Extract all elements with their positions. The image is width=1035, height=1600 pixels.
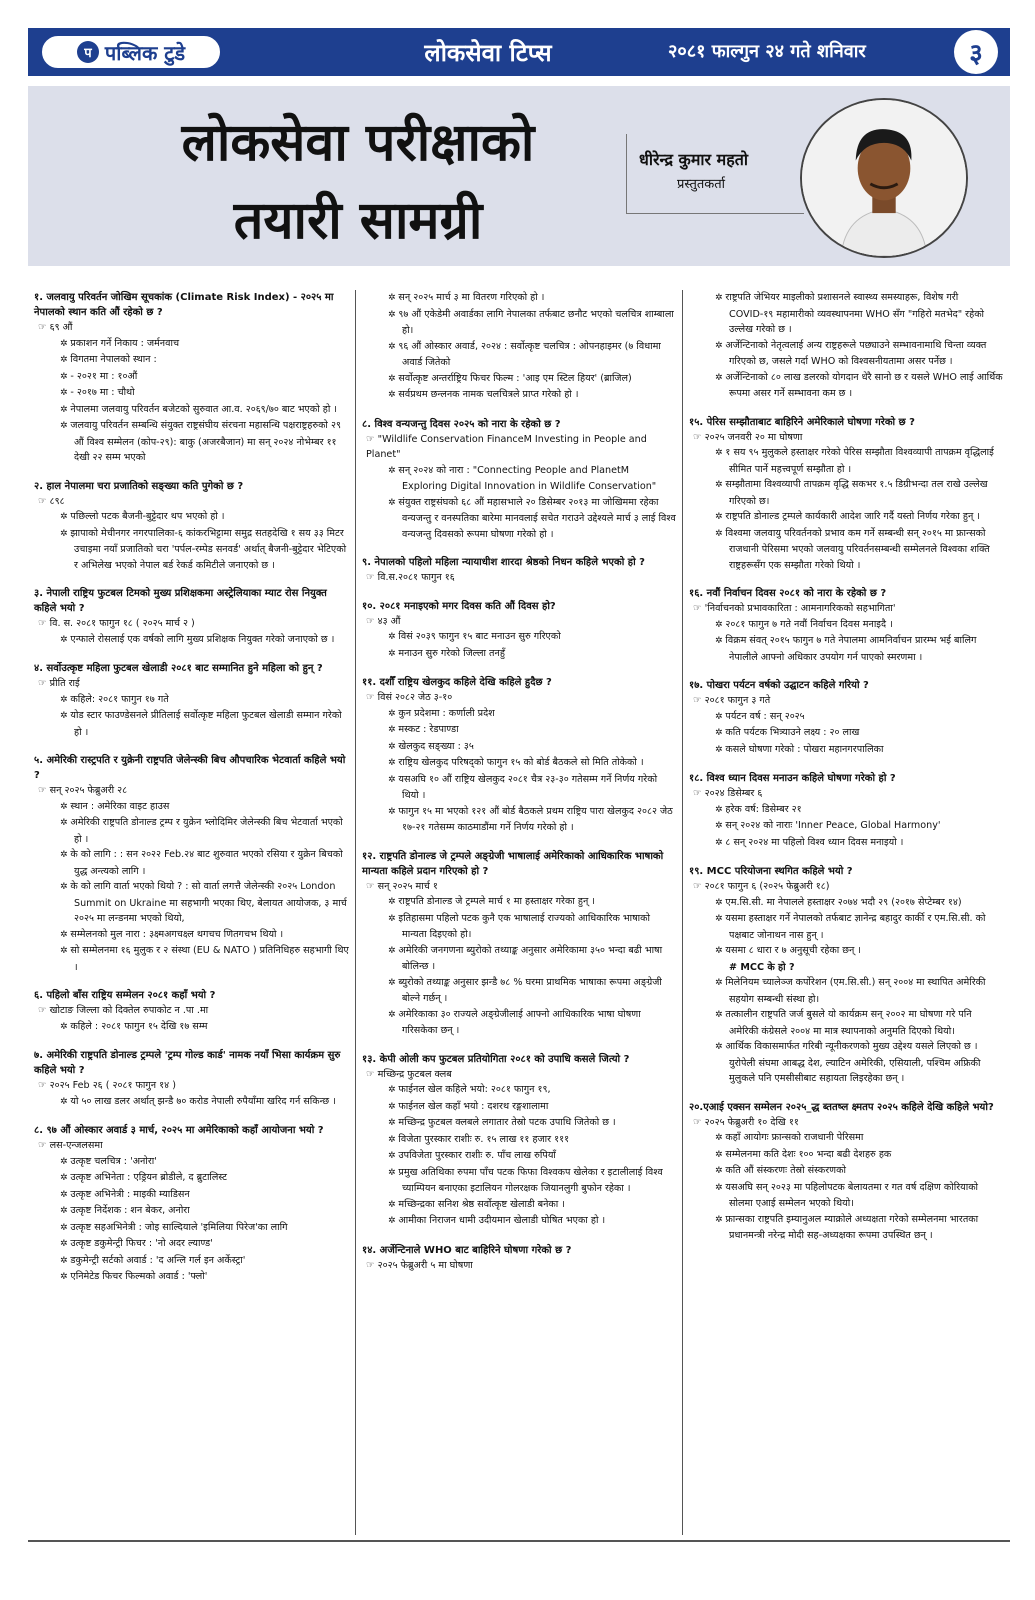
answer-text: ☞ ८९८ — [34, 494, 349, 510]
question-text: ८. विश्व वन्यजन्तु दिवस २०२५ को नारा के रहेको छ ? — [362, 418, 561, 430]
bullet-point: ✲ आमीका निराजन धामी उदीयमान खेलाडी घोषित भएका हो । — [362, 1213, 676, 1230]
question-text: १. जलवायु परिवर्तन जोखिम सूचकांक (Climate Risk Index) - २०२५ मा नेपालको स्थान कति औं रहेको छ ? — [34, 292, 334, 318]
publication-logo[interactable] — [40, 34, 222, 70]
question-block — [689, 586, 1003, 665]
bullet-point: ✲ कुन प्रदेशमा : कर्णाली प्रदेश — [362, 706, 676, 723]
bullet-point: ✲ हरेक वर्ष: डिसेम्बर २१ — [689, 802, 1003, 819]
answer-text: ☞ २०८१ फागुन ६ (२०२५ फेब्रुअरी १८) — [689, 879, 1003, 895]
question-text: १५. पेरिस सम्झौताबाट बाहिरिने अमेरिकाले घोषणा गरेको छ ? — [689, 416, 915, 428]
author-name: धीरेन्द्र कुमार महतो — [639, 150, 748, 169]
column-1 — [28, 290, 355, 1535]
bullet-point: ✲ फ्रान्सका राष्ट्रपति इम्यानुअल म्याक्रोले अध्यक्षता गरेको सम्मेलनमा भारतका प्रधानमन्त्री नरेन्द्र मोदी सह-अध्यक्षका रूपमा उपस्थित छन् । — [689, 1212, 1003, 1244]
page-number: ३ — [954, 30, 998, 74]
question-block — [689, 1100, 1003, 1244]
question-text: ७. अमेरिकी राष्ट्रपति डोनाल्ड ट्रम्पले 'ट्रम्प गोल्ड कार्ड' नामक नयाँ भिसा कार्यक्रम सुरु कहिले भयो ? — [34, 1050, 341, 1076]
answer-text: ☞ वि.स.२०८१ फागुन १६ — [362, 570, 676, 586]
answer-text: ☞ लस-एन्जलसमा — [34, 1138, 349, 1154]
question-block — [689, 678, 1003, 758]
question-block — [34, 290, 349, 466]
bullet-point: ✲ कसले घोषणा गरेको : पोखरा महानगरपालिका — [689, 742, 1003, 759]
bullet-point: ✲ उत्कृष्ट निर्देशक : शन बेकर, अनोरा — [34, 1203, 349, 1220]
bullet-point: ✲ राष्ट्रिय खेलकुद परिषद्को फागुन १५ को बोर्ड बैठकले सो मिति तोकेको । — [362, 755, 676, 772]
answer-text: ☞ वि. स. २०८१ फागुन १८ ( २०२५ मार्च २ ) — [34, 616, 349, 632]
bullet-point: ✲ सन् २०२५ मार्च ३ मा वितरण गरिएको हो । — [362, 290, 676, 307]
bullet-point: ✲ उत्कृष्ट अभिनेत्री : माइकी म्याडिसन — [34, 1187, 349, 1204]
bullet-point: ✲ ८ सन् २०२४ मा पहिलो विश्व ध्यान दिवस मनाइयो । — [689, 835, 1003, 852]
person-icon — [802, 100, 966, 256]
article-columns — [28, 290, 1010, 1535]
answer-text: ☞ "Wildlife Conservation FinanceM Investing in People and Planet" — [362, 432, 676, 463]
question-text: १९. MCC परियोजना स्थगित कहिले भयो ? — [689, 866, 853, 877]
author-role: प्रस्तुतकर्ता — [677, 177, 726, 192]
bullet-point: ✲ सर्वप्रथम छन्लनक नामक चलचित्रले प्राप्त गरेको हो । — [362, 387, 676, 404]
bullet-point: ✲ कहिले : २०८१ फागुन १५ देखि १७ सम्म — [34, 1019, 349, 1036]
bullet-point: ✲ प्रकाशन गर्ने निकाय : जर्मनवाच — [34, 336, 349, 353]
bullet-point: ✲ डकुमेन्ट्री सर्टको अवार्ड : 'द अन्लि गर्ल इन अर्केस्ट्रा' — [34, 1253, 349, 1270]
question-block — [689, 864, 1003, 1087]
bullet-point: ✲ सो सम्मेलनमा १६ मुलुक र २ संस्था (EU & NATO ) प्रतिनिधिहरु सहभागी थिए । — [34, 943, 349, 975]
bullet-point: ✲ - २०१७ मा : चौथो — [34, 385, 349, 402]
headline-line-1: लोकसेवा परीक्षाको — [181, 113, 535, 173]
question-block — [34, 661, 349, 740]
question-block — [362, 417, 676, 543]
bullet-point: ✲ २०८१ फागुन ७ गते नवौं निर्वाचन दिवस मनाइदै । — [689, 617, 1003, 634]
bullet-point: ✲ एनिमेटेड फिचर फिल्मको अवार्ड : 'फ्लो' — [34, 1269, 349, 1286]
bullet-point: ✲ अमेरिकी जनगणना ब्युरोको तथ्याङ्क अनुसार अमेरिकामा ३५० भन्दा बढी भाषा बोलिन्छ । — [362, 943, 676, 975]
bullet-point: ✲ स्थान : अमेरिका वाइट हाउस — [34, 799, 349, 816]
answer-text: ☞ सन् २०२५ फेब्रुअरी २८ — [34, 783, 349, 799]
bullet-point: ✲ संयुक्त राष्ट्रसंघको ६८ औं महासभाले २० डिसेम्बर २०१३ मा जोखिममा रहेका वन्यजन्तु र वनस्पतिका बारेमा मानवलाई सचेत गराउने उद्देश्यले मार्च ३ लाई विश्व वन्यजन्तु दिवसको रूपमा घोषणा गरेको हो । — [362, 495, 676, 543]
bullet-point: ✲ उत्कृष्ट चलचित्र : 'अनोरा' — [34, 1154, 349, 1171]
answer-text: ☞ ४३ औं — [362, 614, 676, 630]
bullet-point: ✲ एम.सि.सी. मा नेपालले हस्ताक्षर २०७४ भदौ २९ (२०१७ सेप्टेम्बर १४) — [689, 895, 1003, 912]
answer-text: ☞ ६९ औं — [34, 320, 349, 336]
column-2 — [355, 290, 682, 1535]
column-3 — [682, 290, 1009, 1535]
bullet-point: ✲ मच्छिन्द्र फुटबल क्लबले लगातार तेस्रो पटक उपाधि जितेको छ । — [362, 1115, 676, 1132]
bullet-point: ✲ मनाउन सुरु गरेको जिल्ला तनहुँ — [362, 646, 676, 663]
bullet-point: ✲ विसं २०३९ फागुन १५ बाट मनाउन सुरु गरिएको — [362, 629, 676, 646]
answer-text: ☞ मच्छिन्द्र फुटबल क्लब — [362, 1067, 676, 1083]
question-text: १७. पोखरा पर्यटन वर्षको उद्घाटन कहिले गरियो ? — [689, 680, 869, 691]
bullet-point: ✲ कहाँ आयोगः फ्रान्सको राजधानी पेरिसमा — [689, 1130, 1003, 1147]
bullet-point: ✲ मस्कट : रेडपाण्डा — [362, 722, 676, 739]
author-photo — [800, 98, 968, 258]
question-text: ११. दशौँ राष्ट्रिय खेलकुद कहिले देखि कहिले हुदैछ ? — [362, 677, 552, 688]
bullet-point: ✲ सन् २०२४ को नाराः 'Inner Peace, Global Harmony' — [689, 818, 1003, 835]
question-block — [362, 1243, 676, 1274]
question-block — [34, 479, 349, 574]
masthead-bar — [28, 28, 1010, 76]
question-text: १०. २०८१ मनाइएको मगर दिवस कति औं दिवस हो? — [362, 600, 556, 612]
bullet-point: ✲ राष्ट्रपति डोनाल्ड जे ट्रम्पले मार्च १ मा हस्ताक्षर गरेका हुन् । — [362, 894, 676, 911]
question-block — [362, 675, 676, 836]
bullet-point: ✲ प्रमुख अतिथिका रुपमा पाँच पटक फिफा विश्वकप खेलेका र इटालीलाई विश्व च्याम्पियन बनाएका इटालियन गोलरक्षक जियानलुगी बुफोन रहेका । — [362, 1165, 676, 1197]
bullet-point: ✲ उत्कृष्ट डकुमेन्ट्री फिचर : 'नो अदर ल्याण्ड' — [34, 1236, 349, 1253]
bullet-point: ✲ फाईनल खेल कहिले भयो: २०८१ फागुन १९, — [362, 1082, 676, 1099]
question-text: ६. पहिलो बाँस राष्ट्रिय सम्मेलन २०८१ कहाँ भयो ? — [34, 990, 216, 1001]
bullet-point: ✲ अर्जेन्टिनाको ८० लाख डलरको योगदान धेरै सानो छ र यसले WHO लाई आर्थिक रूपमा असर गर्ने सम्भावना कम छ । — [689, 370, 1003, 402]
bullet-point: ✲ यो ५० लाख डलर अर्थात् झन्डै ७० करोड नेपाली रुपैयाँमा खरिद गर्न सकिन्छ । — [34, 1094, 349, 1111]
question-block — [34, 753, 349, 975]
footer-divider — [28, 1540, 1010, 1542]
question-block — [689, 771, 1003, 851]
answer-text: ☞ २०२५ फेब्रुअरी ५ मा घोषणा — [362, 1258, 676, 1274]
bullet-point: ✲ विजेता पुरस्कार राशीः रु. १५ लाख ११ हजार १११ — [362, 1132, 676, 1149]
bullet-point: ✲ सर्वोत्कृष्ट अन्तर्राष्ट्रिय फिचर फिल्म : 'आइ एम स्टिल हियर' (ब्राजिल) — [362, 371, 676, 388]
bullet-point: ✲ फागुन १५ मा भएको १२१ औं बोर्ड बैठकले प्रथम राष्ट्रिय पारा खेलकुद २०८२ जेठ १७-२१ गतेसम्म काठमाडौंमा गर्ने निर्णय गरेको हो । — [362, 804, 676, 836]
answer-text: ☞ २०२४ डिसेम्बर ६ — [689, 786, 1003, 802]
bullet-point: ✲ कति पर्यटक भित्र्याउने लक्ष्य : २० लाख — [689, 725, 1003, 742]
answer-text: ☞ सन् २०२५ मार्च १ — [362, 879, 676, 895]
question-block — [34, 988, 349, 1035]
question-text: १२. राष्ट्रपति डोनाल्ड जे ट्रम्पले अङ्ग्रेजी भाषालाई अमेरिकाको आधिकारिक भाषाको मान्यता कहिले प्रदान गरिएको हो ? — [362, 850, 664, 877]
question-text: ३. नेपाली राष्ट्रिय फुटबल टिमको मुख्य प्रशिक्षकमा अस्ट्रेलियाका म्याट रोस नियुक्त कहिले भयो ? — [34, 588, 327, 614]
bullet-point: ✲ अमेरिकाका ३० राज्यले अङ्ग्रेजीलाई आफ्नो आधिकारिक भाषा घोषणा गरिसकेका छन् । — [362, 1007, 676, 1039]
question-text: ८. ९७ औं ओस्कार अवार्ड ३ मार्च, २०२५ मा अमेरिकाको कहाँ आयोजना भयो ? — [34, 1125, 324, 1136]
bullet-point: ✲ विश्वमा जलवायु परिवर्तनको प्रभाव कम गर्ने सम्बन्धी सन् २०१५ मा फ्रान्सको राजधानी पेरिसमा भएको जलवायु परिवर्तनसम्बन्धी सम्मेलनले विश्वका शक्ति राष्ट्रहरूसँग एक सम्झौता गरेको थियो । — [689, 526, 1003, 574]
answer-text: ☞ 'निर्वाचनको प्रभावकारिता : आमनागरिकको सहभागिता' — [689, 601, 1003, 617]
bullet-point: ✲ पर्यटन वर्ष : सन् २०२५ — [689, 709, 1003, 726]
question-text: ४. सर्वोउत्कृष्ट महिला फुटबल खेलाडी २०८१ बाट सम्मानित हुने महिला को हुन् ? — [34, 663, 323, 674]
bullet-point: ✲ सम्झौतामा विश्वव्यापी तापक्रम वृद्धि सकभर १.५ डिग्रीभन्दा तल राखे उल्लेख गरिएको छ। — [689, 477, 1003, 509]
bullet-point: ✲ ब्युरोको तथ्याङ्क अनुसार झन्डै ७८ % घरमा प्राथमिक भाषाका रूपमा अङ्ग्रेजी बोल्ने गर्छन् । — [362, 975, 676, 1007]
question-text: १३. केपी ओली कप फुटबल प्रतियोगिता २०८१ को उपाधि कसले जित्यो ? — [362, 1053, 630, 1065]
headline — [98, 104, 618, 260]
bullet-point: ✲ राष्ट्रपति डोनाल्ड ट्रम्पले कार्यकारी आदेश जारि गर्दै यस्तो निर्णय गरेका हुन् । — [689, 509, 1003, 526]
question-block — [362, 555, 676, 586]
question-block — [362, 1052, 676, 1230]
bullet-point: ✲ जलवायु परिवर्तन सम्बन्धि संयुक्त राष्ट्रसंघीय संरचना महासन्धि पक्षराष्ट्रहरुको २९ औं विश्व सम्मेलन (कोप-२९): बाकु (अजरबैजान) मा सन् २०२४ नोभेम्बर ११ देखी २२ सम्म भएको — [34, 418, 349, 466]
question-block — [362, 599, 676, 663]
question-block — [34, 586, 349, 648]
bullet-point: ✲ एन्फाले रोसलाई एक वर्षको लागि मुख्य प्रशिक्षक नियुक्त गरेको जनाएको छ । — [34, 632, 349, 649]
bullet-point: ✲ खेलकुद सङ्ख्या : ३५ — [362, 739, 676, 756]
question-text: १६. नवौं निर्वाचन दिवस २०८१ को नारा के रहेको छ ? — [689, 588, 887, 599]
headline-line-2: तयारी सामग्री — [233, 191, 483, 251]
bullet-point: ✲ आर्थिक विकासमार्फत गरिबी न्यूनीकरणको मुख्य उद्देश्य यसले लिएको छ । युरोपेली संघमा आबद्ध देश, ल्याटिन अमेरिकी, एसियाली, पश्चिम अफ्रिकी मुलुकले पनि एमसीसीबाट सहायता लिइरहेका छन् । — [689, 1039, 1003, 1087]
bullet-point: ✲ राष्ट्रपति जेभियर माइलीको प्रशासनले स्वास्थ्य समस्याहरू, विशेष गरी COVID-१९ महामारीको व्यवस्थापनमा WHO सँग "गहिरो मतभेद" रहेको उल्लेख गरेको छ । — [689, 290, 1003, 338]
section-title: लोकसेवा टिप्स — [424, 39, 552, 67]
bullet-point: ✲ फाईनल खेल कहाँ भयो : दशरथ रङ्गशालामा — [362, 1099, 676, 1116]
bullet-point: ✲ पछिल्लो पटक बैजनी-बुट्टेदार थप भएको हो । — [34, 509, 349, 526]
question-text: २. हाल नेपालमा चरा प्रजातिको सङ्ख्या कति पुगेको छ ? — [34, 480, 244, 492]
bullet-point: ✲ ९६ औं ओस्कार अवार्ड, २०२४ : सर्वोत्कृष्ट चलचित्र : ओपनहाइमर (७ विधामा अवार्ड जितेको — [362, 339, 676, 371]
answer-text: ☞ २०२५ फेब्रुअरी १० देखि ११ — [689, 1115, 1003, 1131]
bullet-point: ✲ तत्कालीन राष्ट्रपति जर्ज बुसले यो कार्यक्रम सन् २००२ मा घोषणा गरे पनि अमेरिकी कंग्रेसले २००४ मा मात्र स्थापनाको अनुमति दिएको थियो। — [689, 1007, 1003, 1039]
bullet-point: ✲ यसमा ८ धारा र ७ अनुसूची रहेका छन् । — [689, 943, 1003, 960]
question-block — [362, 849, 676, 1039]
issue-date: २०८१ फाल्गुन २४ गते शनिवार — [668, 41, 866, 62]
question-text: ५. अमेरिकी रास्ट्रपति र युक्रेनी राष्ट्रपति जेलेन्स्की बिच औपचारिक भेटवार्ता कहिले भयो ? — [34, 755, 346, 781]
answer-text: ☞ प्रीति राई — [34, 676, 349, 692]
question-block — [689, 290, 1003, 402]
bullet-point: ✲ कति औं संस्करणः तेस्रो संस्करणको — [689, 1163, 1003, 1180]
bullet-point: ✲ यसअघि १० औं राष्ट्रिय खेलकुद २०८१ चैत्र २३-३० गतेसम्म गर्ने निर्णय गरेको थियो । — [362, 772, 676, 804]
answer-text: ☞ २०२५ Feb २६ ( २०८१ फागुन १४ ) — [34, 1078, 349, 1094]
question-block — [34, 1048, 349, 1110]
answer-text: ☞ २०८१ फागुन ३ गते — [689, 693, 1003, 709]
bullet-point: ✲ मिलेनियम च्यालेञ्ज कर्पोरेशन (एम.सि.सी.) सन् २००४ मा स्थापित अमेरिकी सहयोग सम्बन्धी संस्था हो। — [689, 975, 1003, 1007]
question-text: २०.एआई एक्सन सम्मेलन २०२५_द्ध ब्ततष्ल क्ष्मतप २०२५ कहिले देखि कहिले भयो? — [689, 1101, 994, 1113]
bullet-point: ✲ उत्कृष्ट अभिनेता : एड्रियन ब्रोडीले, द ब्रुटालिस्ट — [34, 1170, 349, 1187]
bullet-point: ✲ अर्जेन्टिनाको नेतृत्वलाई अन्य राष्ट्रहरूले पछ्याउने सम्भावनामाथि चिन्ता व्यक्त गरिएको छ, जसले गर्दा WHO को विश्वसनीयतामा असर पर्नेछ । — [689, 338, 1003, 370]
bullet-point: ✲ विक्रम संवत् २०१५ फागुन ७ गते नेपालमा आमनिर्वाचन प्रारम्भ भई बालिग नेपालीले आफ्नो अधिकार उपयोग गर्न पाएको स्मरणमा । — [689, 633, 1003, 665]
bullet-point: ✲ ९७ औं एकेडेमी अवार्डका लागि नेपालका तर्फबाट छनौट भएको चलचित्र शाम्बाला हो। — [362, 307, 676, 339]
headline-banner — [28, 86, 1010, 266]
author-box — [626, 134, 804, 214]
question-block — [362, 290, 676, 404]
question-text: १४. अर्जेन्टिनाले WHO बाट बाहिरिने घोषणा गरेको छ ? — [362, 1244, 572, 1256]
bullet-point: ✲ उत्कृष्ट सहअभिनेत्री : जोइ साल्दियाले 'इमिलिया पिरेज'का लागि — [34, 1220, 349, 1237]
bullet-point: ✲ सन् २०२४ को नारा : "Connecting People and PlanetM Exploring Digital Innovation in Wildlife Conservation" — [362, 463, 676, 495]
bullet-point: ✲ कहिले: २०८१ फागुन १७ गते — [34, 692, 349, 709]
bullet-point: ✲ झापाको मेचीनगर नगरपालिका-६ कांकरभिट्टामा समुद्र सतहदेखि १ सय ३३ मिटर उचाइमा नयाँ प्रजातिको चरा 'पर्पल-रम्पेड सनवर्ड' अर्थात् बैजनी-बुट्टेदार भेटिएको र अभिलेख भएको नेपाल बर्ड रेकर्ड कमिटीले जनाएको छ । — [34, 526, 349, 574]
answer-text: ☞ २०२५ जनवरी २० मा घोषणा — [689, 430, 1003, 446]
answer-text: ☞ विसं २०८२ जेठ ३-१० — [362, 690, 676, 706]
bullet-point: ✲ यसअघि सन् २०२३ मा पहिलोपटक बेलायतमा र गत वर्ष दक्षिण कोरियाको सोलमा एआई सम्मेलन भएको थियो। — [689, 1180, 1003, 1212]
logo-icon: प — [77, 41, 99, 63]
bullet-point: ✲ यसमा हस्ताक्षर गर्ने नेपालको तर्फबाट ज्ञानेन्द्र बहादुर कार्की र एम.सि.सी. को पक्षबाट जोनाथन नास हुन् । — [689, 911, 1003, 943]
question-text: ९. नेपालको पहिलो महिला न्यायाधीश शारदा श्रेष्ठको निधन कहिले भएको हो ? — [362, 557, 645, 568]
bullet-point: ✲ के को लागि वार्ता भएको थियो ? : सो वार्ता लगत्तै जेलेन्स्की २०२५ London Summit on Ukraine मा सहभागी भएका थिए, बेलायत आयोजक, ३ मार्च २०२५ मा लन्डनमा भएको थियो, — [34, 879, 349, 927]
bullet-point: ✲ उपविजेता पुरस्कार राशीः रु. पाँच लाख रुपियाँ — [362, 1148, 676, 1165]
bullet-point: ✲ - २०२१ मा : १०औं — [34, 369, 349, 386]
logo-text: पब्लिक टुडे — [104, 40, 186, 65]
answer-text: ☞ खोटाङ जिल्ला को दिक्तेल रुपाकोट न .पा .मा — [34, 1003, 349, 1019]
bullet-point: ✲ नेपालमा जलवायु परिवर्तन बजेटको सुरुवात आ.व. २०६९/७० बाट भएको हो । — [34, 402, 349, 419]
subheading: # MCC के हो ? — [729, 961, 795, 973]
bullet-point: ✲ इतिहासमा पहिलो पटक कुनै एक भाषालाई राज्यको आधिकारिक भाषाको मान्यता दिइएको हो। — [362, 911, 676, 943]
bullet-point: ✲ सम्मेलनको मुल नारा : ३क्ष्मअगचक्ष्ल थगचच णितगचभ थियो । — [34, 927, 349, 944]
question-block — [34, 1123, 349, 1286]
bullet-point: ✲ १ सय ९५ मुलुकले हस्ताक्षर गरेको पेरिस सम्झौता विश्वव्यापी तापक्रम वृद्धिलाई सीमित पार्ने महत्त्वपूर्ण सम्झौता हो । — [689, 445, 1003, 477]
bullet-point: ✲ योड स्टार फाउण्डेसनले प्रीतिलाई सर्वोत्कृष्ट महिला फुटबल खेलाडी सम्मान गरेको हो । — [34, 708, 349, 740]
bullet-point: ✲ विगतमा नेपालको स्थान : — [34, 352, 349, 369]
bullet-point: ✲ मच्छिन्द्रका सनिश श्रेष्ठ सर्वोत्कृष्ट खेलाडी बनेका । — [362, 1197, 676, 1214]
bullet-point: ✲ सम्मेलनमा कति देशः १०० भन्दा बढी देशहरु हक — [689, 1147, 1003, 1164]
question-block — [689, 415, 1003, 574]
question-text: १८. विश्व ध्यान दिवस मनाउन कहिले घोषणा गरेको हो ? — [689, 773, 896, 784]
bullet-point: ✲ के को लागि : : सन २०२२ Feb.२४ बाट शुरुवात भएको रसिया र युक्रेन बिचको युद्ध अन्त्यको लागि । — [34, 847, 349, 879]
bullet-point: ✲ अमेरिकी राष्ट्रपति डोनाल्ड ट्रम्प र युक्रेन भ्लोदिमिर जेलेन्स्की बिच भेटवार्ता भएको हो । — [34, 815, 349, 847]
